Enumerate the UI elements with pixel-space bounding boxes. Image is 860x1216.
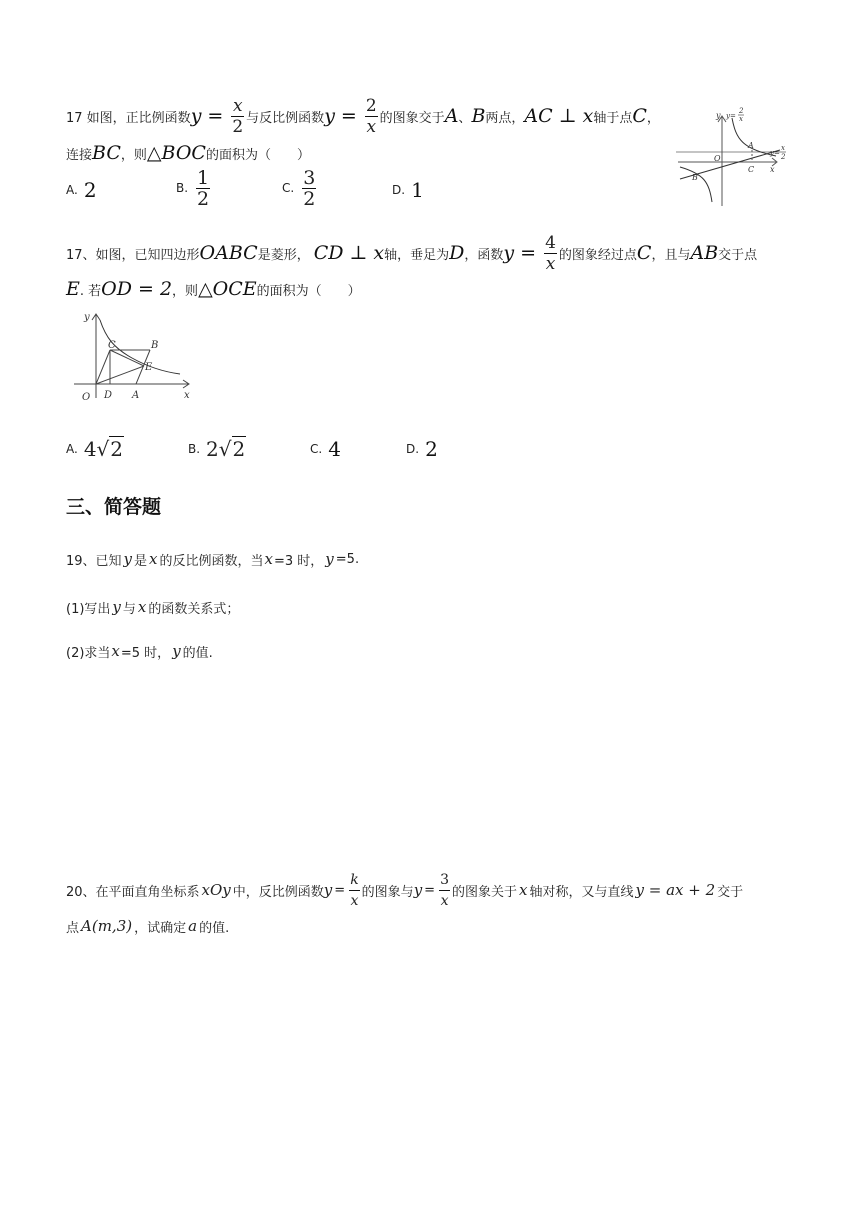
figure-label-e: E	[145, 362, 153, 373]
segment-bc: BC	[92, 142, 121, 164]
q20-text: 的图象关于	[452, 884, 518, 900]
fraction-denominator: x	[366, 116, 377, 137]
q17a-connect: 连接	[66, 147, 93, 163]
q20-line2	[66, 914, 229, 938]
q19-text: 的函数关系式；	[148, 601, 240, 617]
figure-label-y: y	[84, 312, 90, 323]
q17a-option-a[interactable]	[66, 166, 97, 214]
fraction-numerator: 2	[365, 95, 377, 116]
ac-perp-x: AC ⊥ x	[524, 105, 594, 127]
fraction-denominator: 2	[232, 116, 244, 137]
figure-label-curve-den: x	[739, 115, 743, 123]
q20-text: 的值.	[199, 920, 230, 936]
option-label: A.	[66, 442, 78, 456]
option-fraction	[196, 166, 210, 210]
fraction-3-over-x	[439, 871, 450, 910]
point-a: A	[444, 105, 459, 127]
fraction-numerator: 3	[303, 166, 316, 189]
q20-text: 轴对称，又与直线	[529, 884, 634, 900]
q17b-func: ，函数	[464, 247, 504, 263]
line-equation: y = ax + 2	[635, 881, 716, 899]
point-d: D	[449, 242, 465, 264]
fraction-numerator: 4	[545, 232, 556, 253]
figure-label-line-num: x	[781, 144, 785, 152]
od-equals-2: OD = 2	[101, 278, 173, 300]
q19-text: =3 时，	[274, 553, 324, 569]
fraction-2-over-x	[365, 97, 378, 136]
var-y: y	[172, 642, 181, 660]
fraction-denominator: 2	[303, 187, 316, 210]
q17b-meet: 交于点	[718, 247, 758, 263]
equals-sign: =	[520, 242, 537, 264]
q17a-line1	[66, 96, 660, 136]
figure-label-b: B	[692, 173, 698, 182]
q19-text: =5 时，	[120, 645, 171, 661]
q17b-through: 的图象经过点	[558, 247, 637, 263]
var-y: y	[324, 105, 335, 127]
sqrt-coefficient: 4	[83, 437, 97, 461]
q17b-option-d[interactable]	[406, 434, 438, 464]
q17a-option-d[interactable]	[392, 166, 424, 214]
q20-text: 的图象与	[361, 884, 414, 900]
equals-sign: =	[334, 882, 346, 898]
option-label: B.	[176, 181, 189, 195]
q17a-option-b[interactable]	[176, 162, 212, 214]
figure-label-a: A	[132, 390, 140, 401]
option-label: A.	[66, 183, 78, 197]
var-a: a	[188, 917, 198, 935]
point-e: E	[66, 278, 80, 300]
q17b-if: . 若	[79, 283, 102, 299]
q17b-then: ，则	[172, 283, 199, 299]
option-label: C.	[310, 442, 323, 456]
q20-text: 交于	[717, 884, 744, 900]
fraction-denominator: 2	[197, 187, 210, 210]
figure-label-curve-pre: y=	[726, 112, 736, 120]
q17b-figure	[70, 306, 198, 406]
var-x: x	[264, 550, 273, 568]
equals-sign: =	[207, 105, 224, 127]
figure-label-curve-num: 2	[739, 107, 744, 115]
q19-text: 的反比例函数，当	[159, 553, 264, 569]
option-sqrt: 4√2	[83, 437, 124, 461]
option-value: 2	[83, 178, 97, 202]
fraction-k-over-x	[349, 871, 359, 910]
q17a-area-text: 的面积为（ ）	[205, 147, 310, 163]
q19-line2	[66, 596, 239, 618]
q20-text: 中，反比例函数	[232, 884, 324, 900]
point-c: C	[632, 105, 647, 127]
var-y: y	[190, 105, 202, 127]
q19-text: 的值.	[182, 645, 213, 661]
q17b-and: ，且与	[651, 247, 691, 263]
q19-line3	[66, 640, 213, 662]
q19-text: 是	[134, 553, 148, 569]
q19-text: (2)求当	[66, 645, 111, 661]
fraction-denominator: x	[545, 253, 556, 274]
q17b-option-c[interactable]	[310, 434, 341, 464]
var-y: y	[503, 242, 515, 264]
q19-text: =5.	[335, 551, 360, 567]
sqrt-radicand: 2	[232, 437, 246, 461]
figure-label-a: A	[748, 141, 754, 150]
fraction-numerator: k	[350, 871, 359, 888]
q17b-area-text: 的面积为（ ）	[256, 283, 361, 299]
figure-label-line-den: 2	[781, 153, 786, 161]
triangle-oce: △OCE	[198, 278, 257, 300]
equals-sign: =	[424, 882, 436, 898]
figure-label-x: x	[184, 390, 190, 401]
q17b-option-a[interactable]	[66, 434, 124, 464]
segment-ce	[110, 350, 144, 366]
fraction-numerator: 1	[197, 166, 210, 189]
q19-text: 与	[122, 601, 136, 617]
segment-ab: AB	[690, 242, 719, 264]
point-b: B	[471, 105, 486, 127]
fraction-x-over-2	[231, 97, 244, 136]
quad-oabc: OABC	[199, 242, 258, 264]
option-value: 1	[411, 178, 424, 202]
q17a-prefix: 17 如图，正比例函数	[66, 110, 191, 126]
q17a-text-mid: 与反比例函数	[246, 110, 325, 126]
cd-perp-x: CD ⊥ x	[313, 242, 385, 264]
figure-label-c: C	[748, 165, 755, 174]
q17b-line2	[66, 276, 361, 302]
figure-label-b: B	[151, 340, 159, 351]
fraction-denominator: x	[440, 892, 449, 909]
option-label: D.	[406, 442, 420, 456]
q17a-option-c[interactable]	[282, 162, 318, 214]
separator: 、	[458, 110, 472, 126]
q17a-text-after: 的图象交于	[379, 110, 445, 126]
coord-xoy: xOy	[201, 881, 231, 899]
q17b-prefix: 17、如图，已知四边形	[66, 247, 200, 263]
q17a-text-two-points: 两点，	[485, 110, 525, 126]
q17b-rhombus: 是菱形，	[257, 247, 310, 263]
q19-text: (1)写出	[66, 601, 111, 617]
figure-label-o: O	[714, 154, 721, 163]
fraction-numerator: 3	[440, 871, 449, 888]
q17b-axis: 轴，垂足为	[384, 247, 450, 263]
sqrt-coefficient: 2	[206, 437, 219, 461]
option-label: C.	[282, 181, 295, 195]
q17b-option-b[interactable]	[188, 434, 246, 464]
comma: ，	[646, 110, 660, 126]
triangle-boc: △BOC	[146, 142, 206, 164]
section-heading: 三、简答题	[66, 496, 162, 518]
point-a-m3: A(m,3)	[81, 917, 133, 935]
option-fraction	[302, 166, 316, 210]
var-y: y	[323, 881, 333, 899]
q20-text: 20、在平面直角坐标系	[66, 884, 200, 900]
q20-text: 点	[66, 920, 80, 936]
q17a-text-axis: 轴于点	[593, 110, 633, 126]
figure-label-y: y	[716, 111, 721, 120]
q17a-figure	[676, 104, 790, 208]
var-y: y	[112, 598, 121, 616]
option-label: B.	[188, 442, 201, 456]
option-value: 4	[328, 437, 341, 461]
side-oc	[96, 350, 110, 384]
q17b-line1	[66, 232, 757, 274]
var-y: y	[413, 881, 423, 899]
fraction-denominator: x	[350, 892, 359, 909]
var-x: x	[149, 550, 158, 568]
var-x: x	[137, 598, 147, 616]
option-sqrt: 2√2	[206, 437, 246, 461]
figure-label-d: D	[104, 390, 113, 401]
q20-line1	[66, 868, 743, 912]
var-y: y	[325, 550, 334, 568]
q19-text: 19、已知	[66, 553, 122, 569]
fraction-4-over-x	[544, 234, 557, 273]
figure-label-c: C	[108, 340, 116, 351]
fraction-numerator: x	[232, 95, 243, 116]
option-label: D.	[392, 183, 406, 197]
point-c: C	[636, 242, 652, 264]
var-y: y	[123, 550, 133, 568]
q20-text: ，试确定	[134, 920, 187, 936]
sqrt-radicand: 2	[110, 437, 124, 461]
figure-label-line-pre: y=	[770, 149, 780, 157]
option-value: 2	[425, 437, 438, 461]
equals-sign: =	[340, 105, 357, 127]
q17a-then: ，则	[120, 147, 147, 163]
q19-line1	[66, 548, 359, 570]
figure-label-x: x	[770, 165, 775, 174]
var-x: x	[111, 642, 120, 660]
figure-label-o: O	[82, 392, 91, 403]
var-x: x	[519, 881, 528, 899]
